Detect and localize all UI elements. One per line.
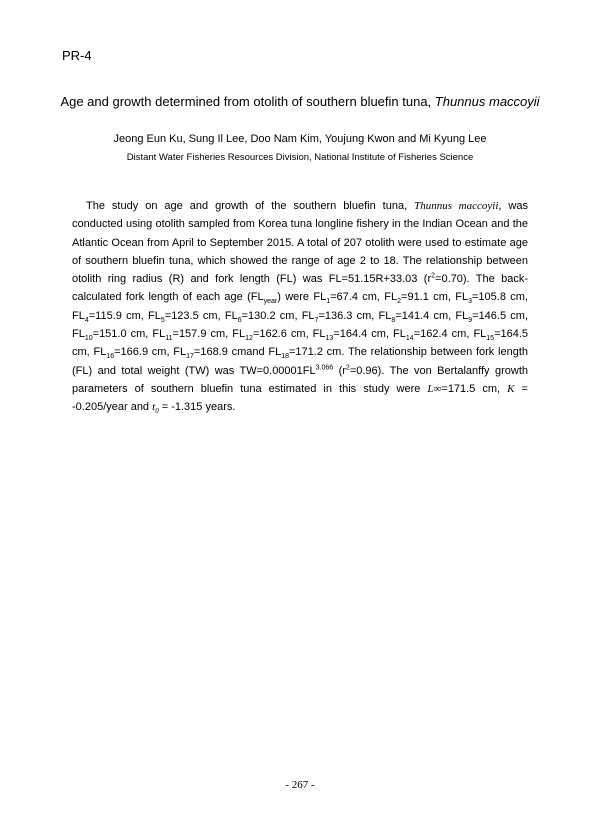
fl-age-value: $FL_{15}=164.5$ cm bbox=[72, 328, 529, 359]
fl-length: =136.3 cm bbox=[318, 309, 372, 322]
title-main: Age and growth determined from otolith of southern bluefin tuna, bbox=[60, 94, 435, 109]
fl-age-sub: 5 bbox=[160, 316, 165, 324]
paper-title bbox=[0, 94, 600, 109]
fl-age-value: $FL_{13}=164.4$ cm bbox=[312, 328, 386, 343]
fl-length: =130.2 cm bbox=[241, 309, 295, 322]
fl-length: =151.0 cm bbox=[92, 328, 146, 341]
fl-length: =115.9 cm bbox=[88, 309, 141, 322]
fl-length: =168.9 cm bbox=[193, 346, 247, 359]
fl-age-sub: 17 bbox=[186, 353, 194, 361]
r-squared-sup: 2 bbox=[431, 272, 436, 280]
fl-length: =166.9 cm bbox=[114, 346, 167, 359]
fl-age-sub: 9 bbox=[468, 316, 473, 324]
fl-age-value: $FL_7=136.3$ cm bbox=[301, 309, 372, 324]
fl-age-value: $FL_8=141.4$ cm bbox=[378, 309, 449, 324]
k-symbol: K bbox=[507, 382, 515, 395]
fl-age-value: $FL_9=146.5$ cm bbox=[455, 309, 525, 324]
fl-length: =171.2 cm bbox=[289, 346, 342, 359]
fl-age-value: $FL_6=130.2$ cm bbox=[224, 309, 295, 324]
title-species: Thunnus maccoyii bbox=[434, 94, 540, 109]
fl-age-sub: 10 bbox=[84, 335, 93, 343]
affiliation: Distant Water Fisheries Resources Division, National Institute of Fisheries Science bbox=[126, 152, 474, 163]
fl-age-value: $FL_3=105.8$ cm bbox=[455, 291, 525, 306]
fl-year-sub: year bbox=[263, 298, 278, 306]
fl-length: =123.5 cm bbox=[164, 309, 218, 322]
fl-age-sub: 18 bbox=[281, 353, 289, 361]
fl-length: =141.4 cm bbox=[395, 309, 449, 322]
fl-age-sub: 14 bbox=[405, 335, 414, 343]
fl-length: =164.4 cm bbox=[333, 328, 386, 341]
t0-value: = -1.315 years. bbox=[158, 401, 236, 414]
fl-age-value: $FL_{10}=151.0$ cm bbox=[72, 328, 146, 343]
abstract-intro: The study on age and growth of the southern bluefin tuna, bbox=[86, 200, 415, 212]
fl-age-value: $FL_{17}=168.9$ cm bbox=[173, 346, 247, 361]
fl-age-value: $FL_2=91.1$ cm bbox=[384, 291, 448, 306]
t0-symbol: t bbox=[152, 401, 156, 414]
fl-age-sub: 8 bbox=[391, 316, 396, 324]
fl-age-sub: 3 bbox=[468, 298, 472, 306]
fl-age-value: $FL_1=67.4$ cm bbox=[313, 291, 377, 306]
fl-age-sub: 13 bbox=[325, 335, 334, 343]
linf-symbol: L∞ bbox=[427, 382, 442, 395]
fl-age-sub: 16 bbox=[106, 353, 115, 361]
page-number: - 267 - bbox=[285, 779, 315, 791]
fl-age-sub: 2 bbox=[397, 298, 402, 306]
fl-age-sub: 12 bbox=[245, 335, 253, 343]
abstract-were: ) were bbox=[277, 291, 314, 304]
fl-length: =162.4 cm bbox=[413, 328, 467, 341]
abstract-methods: , was conducted using otolith sampled from Korea tuna longline fishery in the Indian Ocean and the Atlantic Ocean from April to September 2015. A total of 207 otolith were used to estimate age of southern bluefin tuna, which showed the range of age 2 to 18. The relationship between otolith ring radius (R) and fork length (FL) was FL=51.15R+33.03 (r bbox=[72, 200, 528, 286]
r-squared-sup: 2 bbox=[345, 364, 350, 372]
fl-length: =164.5 cm bbox=[72, 328, 529, 359]
t0-sub: 0 bbox=[155, 407, 159, 416]
fl-length: =67.4 cm bbox=[330, 291, 377, 304]
fl-age-sub: 6 bbox=[237, 316, 242, 324]
abstract-r2-second: =0.96). The von Bertalanffy growth parameters of southern bluefin tuna estimated in this study were bbox=[72, 364, 529, 395]
author-list: Jeong Eun Ku, Sung Il Lee, Doo Nam Kim, Youjung Kwon and Mi Kyung Lee bbox=[113, 133, 487, 145]
k-value: = -0.205/year and bbox=[72, 382, 528, 414]
abstract-r2-first: =0.70). The back-calculated fork length of each age (FL bbox=[72, 273, 528, 304]
fl-length: =105.8 cm bbox=[471, 291, 525, 304]
fl-age-value: $FL_5=123.5$ cm bbox=[148, 309, 218, 324]
abstract-tw-relation: . The relationship between fork length (FL) and total weight (TW) was TW=0.00001FL bbox=[72, 346, 528, 377]
paper-code: PR-4 bbox=[62, 48, 92, 63]
fl-age-value: and $FL_{18}=171.2$ cm bbox=[246, 346, 342, 361]
fl-age-value: $FL_{11}=157.9$ cm bbox=[152, 328, 226, 343]
fl-age-sub: 1 bbox=[326, 298, 331, 306]
tw-exponent: 3.066 bbox=[315, 364, 334, 372]
abstract: The study on age and growth of the southern bluefin tuna, Thunnus maccoyii, was conducted using otolith sampled from Korea tuna longline fishery in the Indian Ocean and the Atlantic Ocean from April to September 2015. A total of 207 otolith were used to estimate age of southern bluefin tuna, which showed the range of age 2 to 18. The relationship between otolith ring radius (R) and fork length (FL) was FL=51.15R+33.03 $(r^2=0.70)$. The back-calculated fork length of each age $(FL_{year})$ were $FL_1=67.4$ cm, $FL_2=91.1$ cm, $FL_3=105.8$ cm, $FL_4=115.9$ cm, $FL_5=123.5$ cm, $FL_6=130.2$ cm, $FL_7=136.3$ cm, $FL_8=141.4$ cm, $FL_9=146.5$ cm, $FL_{10}=151.0$ cm, $FL_{11}=157.9$ cm, $FL_{12}=162.6$ cm, $FL_{13}=164.4$ cm, $FL_{14}=162.4$ cm, $FL_{15}=164.5$ cm, $FL_{16}=166.9$ cm, $FL_{17}=168.9$ cmand $FL_{18}=171.2$ cm. The relationship between fork length (FL) and total weight (TW) was $TW=0.00001FL^{3.066}$ $(r^2=0.96)$. The von Bertalanffy growth parameters of southern bluefin tuna estimated in this study were L∞=171.5 cm, K = -0.205/year and $t_0 = -1.315$ years. bbox=[72, 200, 529, 416]
fl-length: =146.5 cm bbox=[472, 309, 525, 322]
fl-age-value: $FL_{12}=162.6$ cm bbox=[232, 328, 306, 343]
fl-age-sub: 4 bbox=[84, 316, 89, 324]
abstract-species: Thunnus maccoyii bbox=[414, 200, 499, 212]
fl-age-sub: 7 bbox=[314, 316, 319, 324]
linf-value: =171.5 cm, bbox=[441, 382, 508, 395]
fl-length: =162.6 cm bbox=[252, 328, 306, 341]
fl-age-value: $FL_4=115.9$ cm bbox=[72, 309, 141, 324]
fl-age-sub: 11 bbox=[165, 335, 173, 343]
fl-length: =157.9 cm bbox=[172, 328, 226, 341]
fl-length: =91.1 cm bbox=[401, 291, 448, 304]
fl-age-value: $FL_{14}=162.4$ cm bbox=[393, 328, 467, 343]
fl-age-value: $FL_{16}=166.9$ cm bbox=[93, 346, 167, 361]
fl-age-sub: 15 bbox=[486, 335, 495, 343]
